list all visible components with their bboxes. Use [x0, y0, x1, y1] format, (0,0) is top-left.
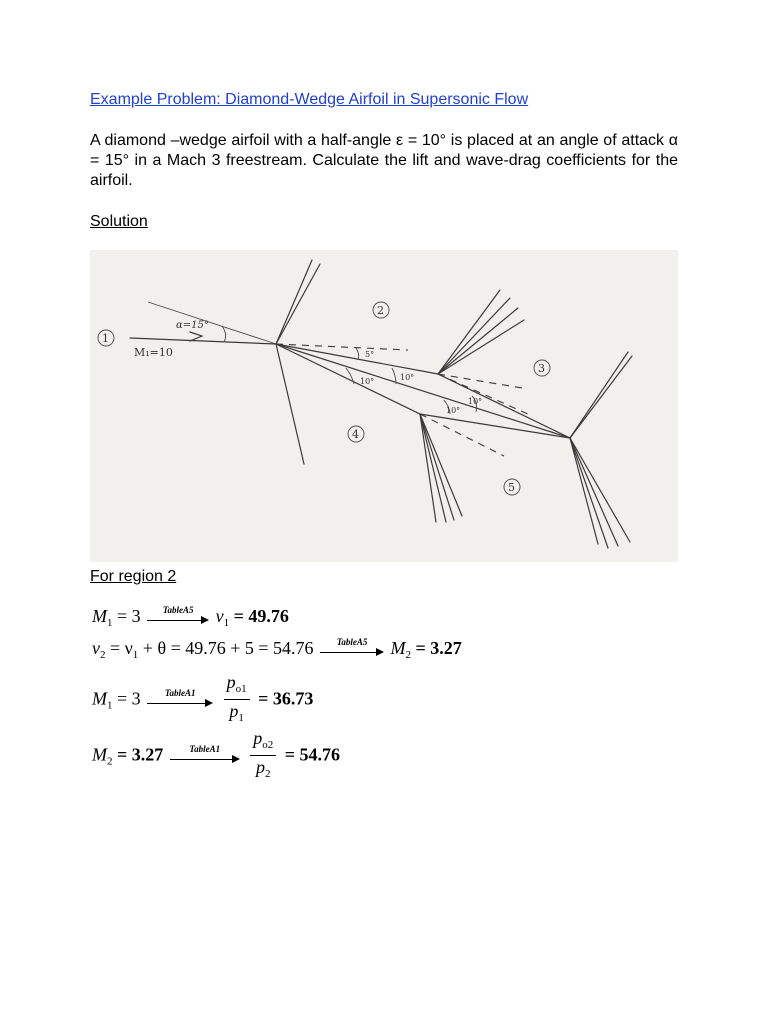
eq3-arrow-line	[147, 703, 207, 704]
eq4-num-sub: o2	[262, 739, 274, 751]
region-label-1: 1	[102, 332, 109, 345]
eq4-arrow-line	[170, 759, 234, 760]
eq4-value: = 3.27	[117, 744, 164, 765]
eq1-rhs: ν	[215, 606, 224, 626]
angle-label-2: 10°	[360, 377, 375, 386]
eq4-den-symbol: p	[256, 757, 266, 777]
eq4-result: = 54.76	[284, 744, 341, 765]
eq4-den-sub: 2	[265, 768, 271, 780]
equation-4	[92, 728, 341, 780]
eq3-num-symbol: p	[226, 672, 236, 692]
freestream-arrow-line	[130, 338, 276, 344]
expansion-fan-top-1	[438, 290, 500, 374]
eq4-lhs-sub: 2	[107, 755, 113, 768]
airfoil-sketch	[90, 250, 678, 562]
region-label-4: 4	[352, 428, 359, 441]
eq2-lhs-sub: 2	[100, 649, 106, 661]
eq2-result: = 3.27	[415, 638, 462, 658]
angle-arc-5deg	[356, 348, 359, 360]
le-shock-bottom	[276, 344, 304, 464]
eq1-rhs-sub: 1	[223, 617, 230, 629]
angle-label-4: 10°	[446, 406, 461, 415]
eq2-arrow-label: TableA5	[336, 636, 368, 647]
le-shock-top-2	[276, 264, 320, 344]
eq4-num-symbol: p	[253, 728, 263, 748]
alpha-arc	[222, 326, 226, 342]
region-label-3: 3	[538, 362, 545, 375]
eq4-arrow-head	[232, 755, 240, 763]
eq3-lhs: M	[92, 688, 107, 709]
region-label-2: 2	[377, 304, 384, 317]
eq2-rhs: M	[390, 638, 406, 658]
angle-label-1: 5°	[365, 350, 375, 359]
eq1-arrow-head	[201, 616, 209, 624]
eq2-mid: = ν	[110, 638, 133, 658]
equation-3	[92, 672, 314, 724]
airfoil-sketch-svg	[90, 250, 678, 562]
eq3-arrow	[147, 687, 213, 712]
eq1-arrow-line	[147, 620, 203, 621]
angle-label-5: 10°	[468, 397, 483, 406]
eq3-num-sub: o1	[235, 683, 247, 695]
eq1-value: = 3	[117, 606, 141, 626]
eq3-arrow-label: TableA1	[164, 687, 196, 698]
expansion-fan-top-3	[438, 308, 518, 374]
eq2-lhs: ν	[92, 638, 100, 658]
eq4-fraction	[250, 728, 276, 785]
angle-label-3: 10°	[400, 373, 415, 382]
eq3-arrow-head	[205, 699, 213, 707]
eq4-numerator	[250, 728, 276, 756]
expansion-fan-bottom-3	[420, 414, 454, 520]
eq3-den-symbol: p	[229, 701, 239, 721]
problem-statement: A diamond –wedge airfoil with a half-angle ε = 10° is placed at an angle of attack α = 15° in a Mach 3 freestream. Calculate the lift and wave-drag coefficients for the airfoil.	[90, 132, 678, 189]
eq4-arrow-label: TableA1	[189, 743, 221, 754]
freestream-reference-line	[148, 302, 276, 344]
eq3-lhs-sub: 1	[107, 699, 113, 712]
document-title: Example Problem: Diamond-Wedge Airfoil in Supersonic Flow	[90, 91, 529, 108]
eq2-arrow-head	[376, 648, 384, 656]
eq1-lhs: M	[92, 606, 107, 626]
eq3-numerator	[224, 672, 250, 700]
eq3-denominator	[224, 700, 250, 729]
te-shock-top-2	[570, 356, 632, 438]
le-shock-top-1	[276, 260, 312, 344]
eq3-result: = 36.73	[258, 688, 314, 709]
dashed-line-1	[276, 344, 408, 350]
eq2-arrow	[320, 636, 384, 661]
mach-label: M₁=10	[134, 346, 173, 359]
eq2-expr: + θ = 49.76 + 5 = 54.76	[142, 638, 314, 658]
eq3-den-sub: 1	[238, 712, 244, 724]
eq1-arrow	[147, 604, 209, 629]
eq2-arrow-line	[320, 652, 378, 653]
eq1-result: = 49.76	[233, 606, 289, 626]
eq4-lhs: M	[92, 744, 107, 765]
solution-heading: Solution	[90, 213, 148, 230]
te-shock-top-1	[570, 352, 628, 438]
eq1-lhs-sub: 1	[107, 617, 113, 629]
dashed-line-2	[438, 374, 522, 388]
eq3-value: = 3	[117, 688, 141, 709]
freestream-arrow-head	[190, 332, 202, 341]
eq1-arrow-label: TableA5	[162, 604, 194, 615]
eq3-fraction	[224, 672, 250, 729]
region-2-heading: For region 2	[90, 568, 177, 585]
eq2-rhs-sub: 2	[405, 649, 412, 661]
eq4-arrow	[170, 743, 240, 768]
eq4-denominator	[250, 756, 276, 785]
region-label-5: 5	[508, 481, 515, 494]
eq2-mid-sub: 1	[132, 649, 139, 661]
alpha-label: α=15°	[176, 320, 209, 331]
